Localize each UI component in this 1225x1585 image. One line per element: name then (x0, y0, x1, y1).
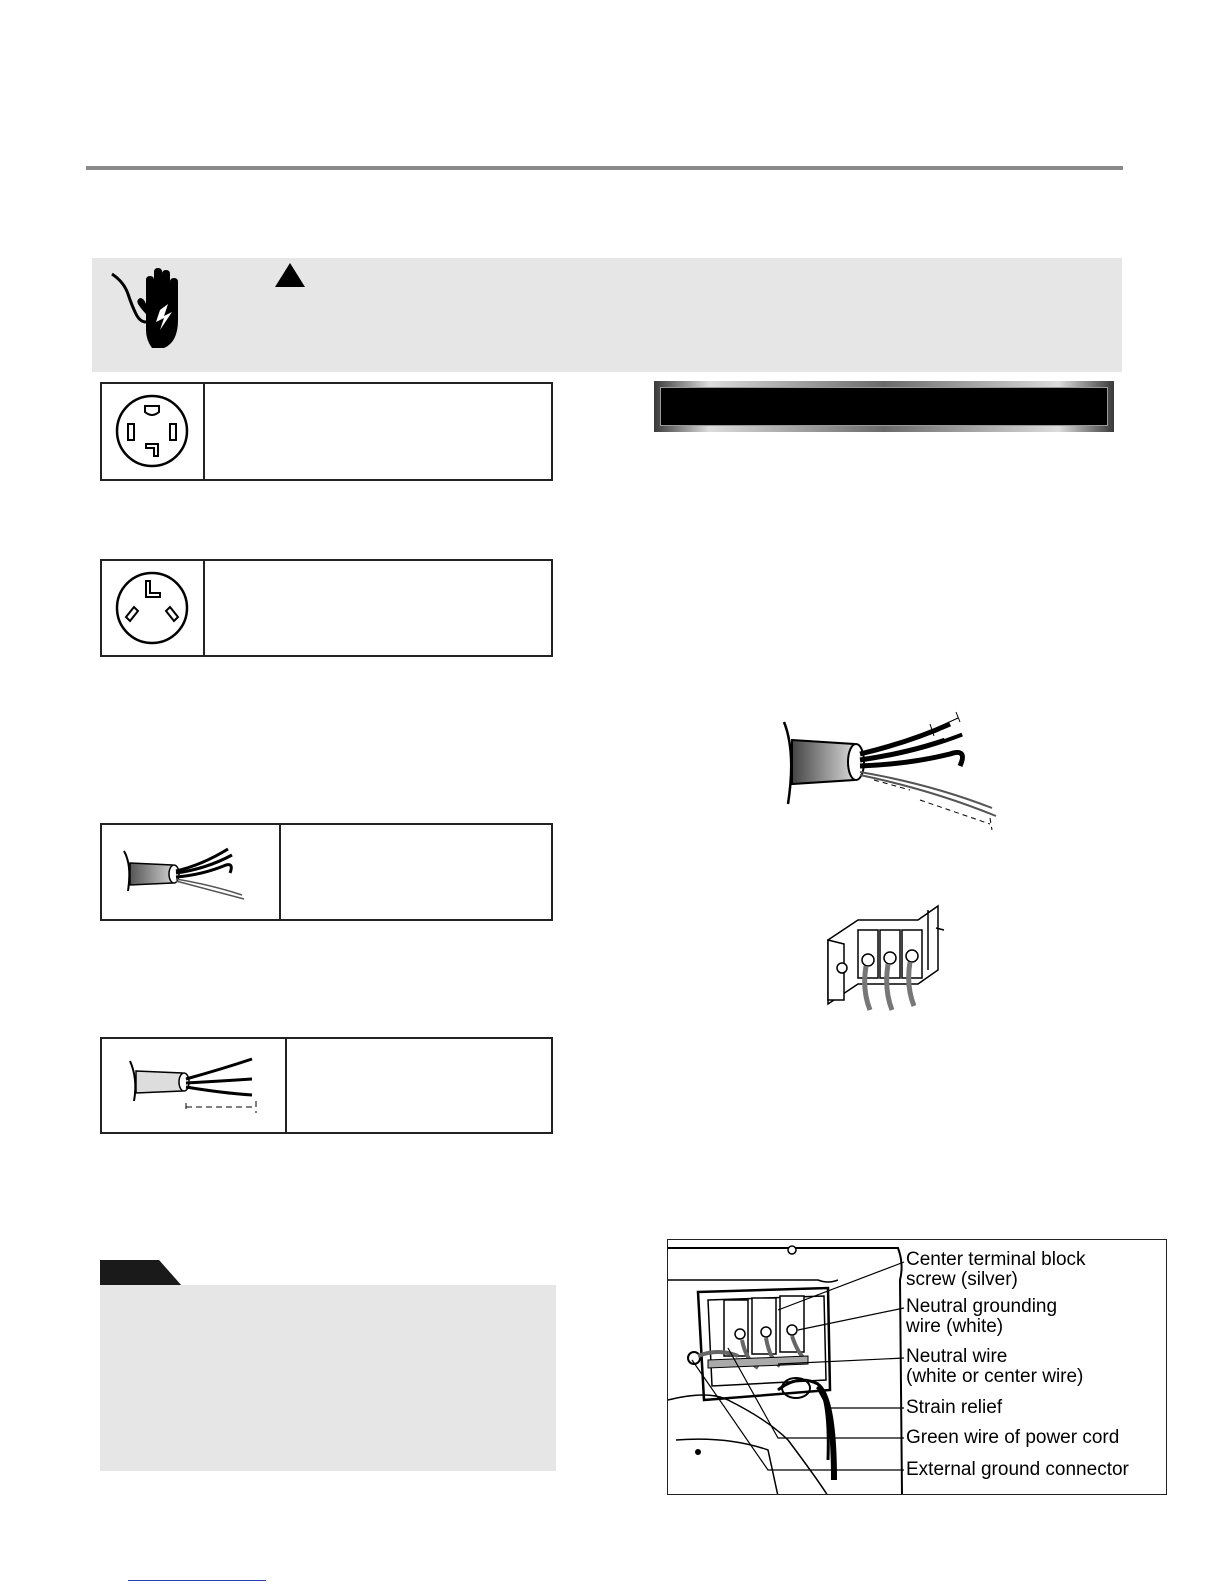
four-wire-cord-icon (102, 825, 279, 919)
label-neutral-wire-1: Neutral wire (906, 1346, 1008, 1367)
cord-3-wire-box (100, 1037, 553, 1134)
label-neutral-ground-2: wire (white) (906, 1316, 1004, 1337)
three-wire-cord-icon (102, 1039, 285, 1132)
label-center-screw-1: Center terminal block (906, 1249, 1086, 1270)
cord-stripping-illustration (770, 708, 1010, 840)
label-ground-connector: External ground connector (906, 1459, 1129, 1480)
electric-shock-hand-icon (106, 264, 202, 354)
label-neutral-ground-1: Neutral grounding (906, 1296, 1058, 1317)
label-strain-relief: Strain relief (906, 1397, 1003, 1418)
label-center-screw-2: screw (silver) (906, 1269, 1018, 1290)
cord-4-cell (102, 825, 281, 919)
outlet-3-prong-box (100, 559, 553, 657)
outlet-4-prong-box (100, 382, 553, 481)
warning-band (92, 258, 1122, 372)
terminal-block-illustration (808, 900, 948, 1012)
header-rule (86, 166, 1123, 170)
section-banner-inner (660, 387, 1108, 426)
cord-4-wire-box (100, 823, 553, 921)
footer-link-underline[interactable] (128, 1580, 266, 1581)
label-neutral-wire-2: (white or center wire) (906, 1366, 1084, 1387)
note-tab (100, 1260, 182, 1286)
label-green-wire: Green wire of power cord (906, 1427, 1120, 1448)
note-box (100, 1285, 556, 1471)
three-prong-outlet-icon (102, 561, 203, 655)
cord-3-cell (102, 1039, 287, 1132)
outlet-4-cell (102, 384, 205, 479)
four-prong-outlet-icon (102, 384, 203, 479)
section-banner (654, 381, 1114, 432)
outlet-3-cell (102, 561, 205, 655)
warning-triangle-icon (275, 263, 305, 287)
